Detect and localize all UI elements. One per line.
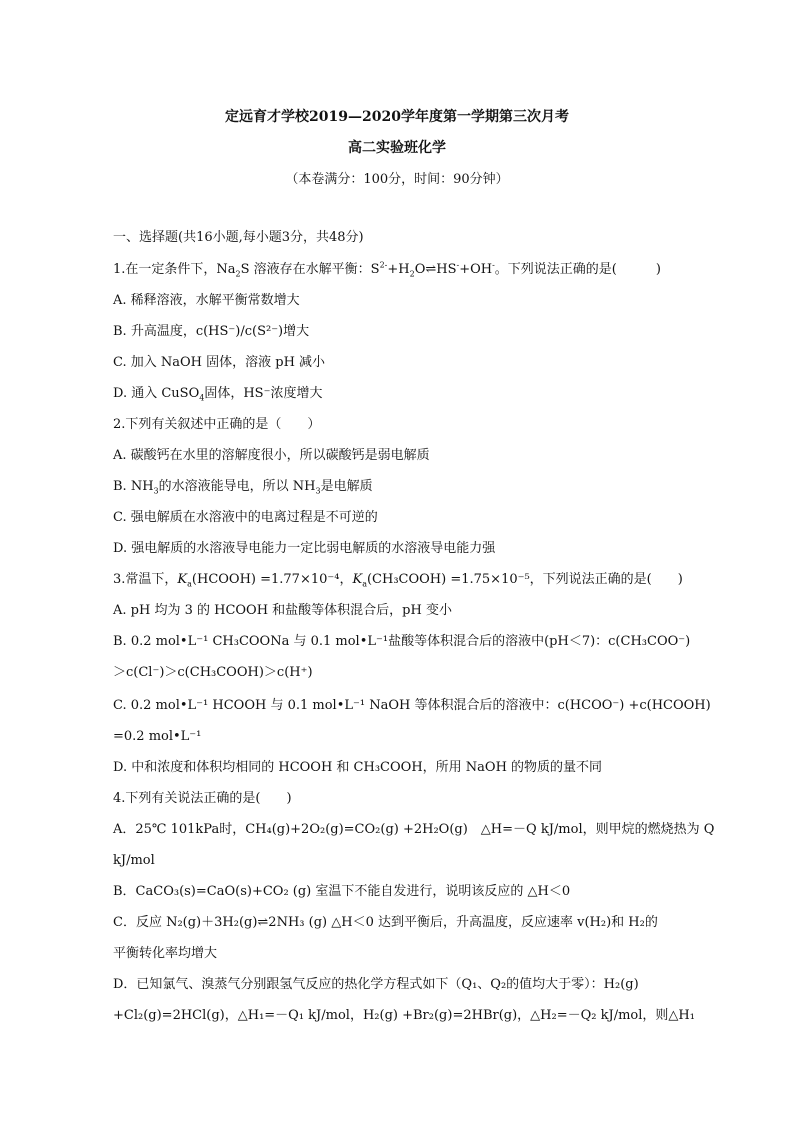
class-title: 高二实验班化学: [348, 140, 446, 156]
question-2-option-c: C. 强电解质在水溶液中的电离过程是不可逆的: [113, 510, 378, 525]
question-2-option-d: D. 强电解质的水溶液导电能力一定比弱电解质的水溶液导电能力强: [113, 541, 496, 556]
section-heading: 一、选择题(共16小题,每小题3分，共48分): [113, 230, 364, 245]
question-3-option-c-line2: =0.2 mol•L⁻¹: [113, 729, 202, 744]
question-3-option-d: D. 中和浓度和体积均相同的 HCOOH 和 CH₃COOH，所用 NaOH 的物质的量不同: [113, 760, 603, 775]
question-3-option-b-line2: ＞c(Cl⁻)＞c(CH₃COOH)＞c(H⁺): [113, 665, 313, 680]
question-4-option-a-line1: A．25℃ 101kPa时，CH₄(g)+2O₂(g)=CO₂(g) +2H₂O(g) △H=－Q kJ/mol，则甲烷的燃烧热为 Q: [113, 822, 715, 837]
question-1-option-a: A. 稀释溶液，水解平衡常数增大: [113, 293, 300, 308]
question-3-stem: 3.常温下，$K_a(HCOOH) =1.77\times 10^{-4}$，$K_a(CH_3COOH) =1.75\times 10^{-5}$，下列说法正确的是( ): [113, 572, 683, 589]
question-2-option-b: B. $NH_3$的水溶液能导电，所以 $NH_3$是电解质: [113, 479, 373, 496]
question-4-stem: 4.下列有关说法正确的是( ): [113, 791, 292, 806]
question-1-option-d: D. 通入 CuSO$_4$固体，HS⁻浓度增大: [113, 386, 323, 403]
question-4-option-d-line1: D．已知氯气、溴蒸气分别跟氢气反应的热化学方程式如下（Q₁、Q₂的值均大于零）：H₂(g): [113, 977, 639, 992]
school-title: 定远育才学校2019—2020学年度第一学期第三次月考: [225, 109, 569, 125]
question-3-option-a: A. pH 均为 3 的 HCOOH 和盐酸等体积混合后，pH 变小: [113, 603, 452, 618]
question-3-option-c-line1: C. 0.2 mol•L⁻¹ HCOOH 与 0.1 mol•L⁻¹ NaOH 等体积混合后的溶液中：c(HCOO⁻) +c(HCOOH): [113, 698, 711, 713]
exam-info: （本卷满分：100分，时间：90分钟）: [285, 172, 509, 187]
question-4-option-b: B．CaCO₃(s)=CaO(s)+CO₂ (g) 室温下不能自发进行，说明该反应的 △H＜0: [113, 884, 571, 899]
question-4-option-d-line2: +Cl₂(g)=2HCl(g)，△H₁=－Q₁ kJ/mol，H₂(g) +Br₂(g)=2HBr(g)，△H₂=－Q₂ kJ/mol，则△H₁: [113, 1008, 695, 1023]
question-2-stem: 2.下列有关叙述中正确的是（ ）: [113, 417, 321, 432]
question-4-option-c-line2: 平衡转化率均增大: [113, 946, 218, 961]
question-3-option-b-line1: B. 0.2 mol•L⁻¹ CH₃COONa 与 0.1 mol•L⁻¹盐酸等体积混合后的溶液中(pH＜7)：c(CH₃COO⁻): [113, 634, 691, 649]
question-4-option-a-line2: kJ/mol: [113, 853, 155, 868]
question-1-option-c: C. 加入 NaOH 固体，溶液 pH 减小: [113, 355, 326, 370]
question-2-option-a: A. 碳酸钙在水里的溶解度很小，所以碳酸钙是弱电解质: [113, 448, 430, 463]
question-4-option-c-line1: C．反应 N₂(g)＋3H₂(g)⇌2NH₃ (g) △H＜0 达到平衡后，升高温度，反应速率 v(H₂)和 H₂的: [113, 915, 658, 930]
question-1-option-b: B. 升高温度，c(HS⁻)/c(S²⁻)增大: [113, 324, 310, 339]
question-1-stem: 1.在一定条件下，$Na_2S$ 溶液存在水解平衡：$S^{2-}+H_2O\rightleftharpoons HS^-+OH^-$。下列说法正确的是( ): [113, 260, 661, 279]
